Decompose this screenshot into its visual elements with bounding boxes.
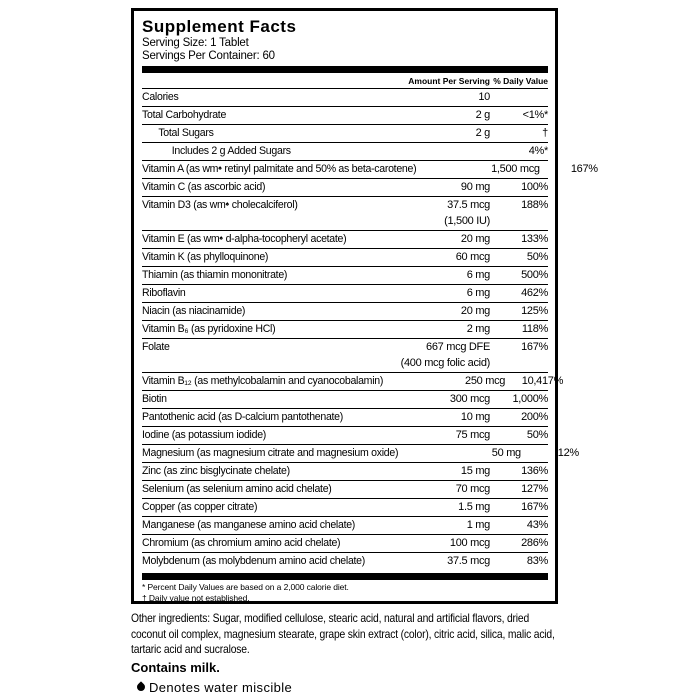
nutrient-daily-value: 167%: [521, 501, 548, 513]
nutrient-row: [142, 408, 548, 426]
nutrient-daily-value: <1%*: [522, 109, 548, 121]
nutrient-amount: 37.5 mcg: [447, 555, 490, 567]
nutrient-name: Total Carbohydrate: [142, 109, 227, 121]
nutrient-name: Total Sugars: [158, 127, 214, 139]
nutrient-row: [142, 248, 548, 266]
supplement-facts-panel: [131, 8, 598, 604]
nutrient-daily-value: 118%: [521, 323, 548, 335]
nutrient-name: Calories: [142, 91, 179, 103]
nutrient-row: [142, 142, 548, 160]
serving-size: Serving Size: 1 Tablet: [142, 37, 249, 49]
nutrient-name: Thiamin (as thiamin mononitrate): [142, 269, 288, 281]
below-panel-text: [131, 611, 591, 695]
nutrient-daily-value: 167%: [521, 341, 548, 353]
nutrient-daily-value: 167%: [570, 163, 598, 175]
nutrient-amount: 300 mcg: [449, 393, 490, 405]
nutrient-amount: 37.5 mcg: [447, 199, 490, 211]
nutrient-daily-value: 200%: [521, 411, 548, 423]
nutrient-daily-value: 136%: [521, 465, 548, 477]
nutrient-daily-value: 12%: [557, 447, 579, 459]
nutrient-amount: 6 mg: [466, 287, 490, 299]
nutrient-daily-value: 1,000%: [512, 393, 548, 405]
amount-column-header: Amount Per Serving: [408, 76, 490, 86]
nutrient-row: [142, 372, 564, 390]
nutrient-row: [142, 320, 548, 338]
nutrient-name: Folate: [142, 341, 170, 353]
nutrient-name: Niacin (as niacinamide): [142, 305, 246, 317]
nutrient-amount: 90 mg: [460, 181, 490, 193]
nutrient-daily-value: 462%: [521, 287, 548, 299]
panel-title: Supplement Facts: [142, 17, 297, 36]
nutrient-amount: 2 g: [475, 109, 490, 121]
nutrient-amount: 250 mcg: [465, 375, 506, 387]
nutrient-row: [142, 516, 548, 534]
nutrient-amount: 1,500 mcg: [491, 163, 540, 175]
nutrient-table: [142, 88, 598, 570]
nutrient-amount: 15 mg: [460, 465, 490, 477]
nutrient-amount: 10 mg: [460, 411, 490, 423]
dv-column-header: % Daily Value: [493, 76, 548, 86]
servings-per-container: Servings Per Container: 60: [142, 50, 275, 62]
nutrient-name: Zinc (as zinc bisglycinate chelate): [142, 465, 290, 477]
nutrient-row: [142, 462, 548, 480]
nutrient-name: Vitamin B₁₂ (as methylcobalamin and cyanocobalamin): [142, 375, 384, 387]
divider-thick-bottom: [142, 573, 548, 580]
nutrient-daily-value: 100%: [521, 181, 548, 193]
nutrient-amount: 2 g: [475, 127, 490, 139]
nutrient-amount: 50 mg: [491, 447, 521, 459]
nutrient-row: [142, 444, 579, 462]
nutrient-daily-value: 133%: [521, 233, 548, 245]
footnote-dv-not-established: † Daily value not established.: [142, 592, 250, 603]
nutrient-name: Iodine (as potassium iodide): [142, 429, 267, 441]
nutrient-row: [142, 230, 548, 248]
column-headers: [142, 73, 548, 88]
nutrient-row: [142, 124, 548, 142]
nutrient-name: Vitamin A (as wm♠ retinyl palmitate and 50% as beta-carotene): [142, 163, 417, 175]
nutrient-row: [142, 534, 548, 552]
other-ingredients: Other ingredients: Sugar, modified cellulose, stearic acid, natural and artificial flavors, dried coconut oil complex, magnesium stearate, grape skin extract (color), citric acid, silica, malic acid, tartaric acid and sucralose.: [131, 611, 555, 656]
nutrient-row: [142, 552, 548, 570]
nutrient-name: Riboflavin: [142, 287, 186, 299]
contains-statement: Contains milk.: [131, 659, 220, 675]
nutrient-name: Pantothenic acid (as D-calcium pantothenate): [142, 411, 343, 423]
nutrient-daily-value: 43%: [526, 519, 548, 531]
nutrient-amount: [378, 145, 490, 158]
divider-thick-top: [142, 66, 548, 73]
nutrient-row: [142, 426, 548, 444]
nutrient-name: Vitamin D3 (as wm♠ cholecalciferol): [142, 199, 298, 211]
water-miscible-text: Denotes water miscible: [149, 679, 293, 695]
nutrient-name: Magnesium (as magnesium citrate and magnesium oxide): [142, 447, 399, 459]
nutrient-row: [142, 160, 598, 178]
nutrient-daily-value: [490, 91, 548, 104]
nutrient-amount: 2 mg: [466, 323, 490, 335]
nutrient-name: Molybdenum (as molybdenum amino acid chelate): [142, 555, 366, 567]
nutrient-daily-value: 50%: [526, 251, 548, 263]
nutrient-daily-value: 127%: [521, 483, 548, 495]
nutrient-amount: 10: [478, 91, 490, 103]
nutrient-amount: 60 mcg: [455, 251, 490, 263]
column-header-spacer: [142, 76, 378, 86]
nutrient-daily-value: 500%: [521, 269, 548, 281]
nutrient-amount: 20 mg: [460, 233, 490, 245]
nutrient-amount: 70 mcg: [455, 483, 490, 495]
nutrient-amount: 667 mcg DFE: [426, 341, 490, 353]
nutrient-row: [142, 302, 548, 320]
nutrient-amount: 6 mg: [466, 269, 490, 281]
water-droplet-icon: [135, 681, 146, 692]
nutrient-amount-secondary: (1,500 IU): [444, 215, 490, 227]
nutrient-daily-value: 4%*: [528, 145, 548, 157]
nutrient-row: [142, 390, 548, 408]
nutrient-amount: 20 mg: [460, 305, 490, 317]
nutrient-name: Vitamin E (as wm♠ d-alpha-tocopheryl acetate): [142, 233, 347, 245]
nutrient-amount-secondary: (400 mcg folic acid): [400, 357, 490, 369]
nutrient-daily-value: 286%: [521, 537, 548, 549]
nutrient-name: Copper (as copper citrate): [142, 501, 258, 513]
nutrient-amount: 1.5 mg: [458, 501, 490, 513]
nutrient-row: [142, 284, 548, 302]
nutrient-daily-value: 50%: [526, 429, 548, 441]
water-miscible-note: [137, 680, 591, 695]
nutrient-name: Selenium (as selenium amino acid chelate): [142, 483, 332, 495]
footnote-daily-values: * Percent Daily Values are based on a 2,000 calorie diet.: [142, 582, 349, 592]
nutrient-row: [142, 88, 548, 106]
nutrient-name: Manganese (as manganese amino acid chelate): [142, 519, 356, 531]
nutrient-row: [142, 106, 548, 124]
nutrient-row: [142, 196, 548, 230]
nutrient-amount: 75 mcg: [455, 429, 490, 441]
nutrient-row: [142, 480, 548, 498]
nutrient-daily-value: 125%: [521, 305, 548, 317]
nutrient-name: Includes 2 g Added Sugars: [171, 145, 291, 157]
nutrient-name: Vitamin K (as phylloquinone): [142, 251, 269, 263]
nutrient-daily-value: 10,417%: [521, 375, 564, 387]
nutrient-daily-value: 83%: [526, 555, 548, 567]
nutrient-row: [142, 498, 548, 516]
nutrient-daily-value: †: [542, 127, 548, 139]
nutrient-amount: 1 mg: [466, 519, 490, 531]
nutrient-row: [142, 178, 548, 196]
nutrient-amount: 100 mcg: [449, 537, 490, 549]
nutrient-row: [142, 266, 548, 284]
nutrient-name: Vitamin C (as ascorbic acid): [142, 181, 266, 193]
nutrient-name: Chromium (as chromium amino acid chelate): [142, 537, 341, 549]
nutrient-name: Vitamin B₆ (as pyridoxine HCl): [142, 323, 276, 335]
nutrient-daily-value: 188%: [521, 199, 548, 211]
nutrient-row: [142, 338, 548, 372]
footnotes: [142, 582, 548, 603]
nutrient-name: Biotin: [142, 393, 167, 405]
